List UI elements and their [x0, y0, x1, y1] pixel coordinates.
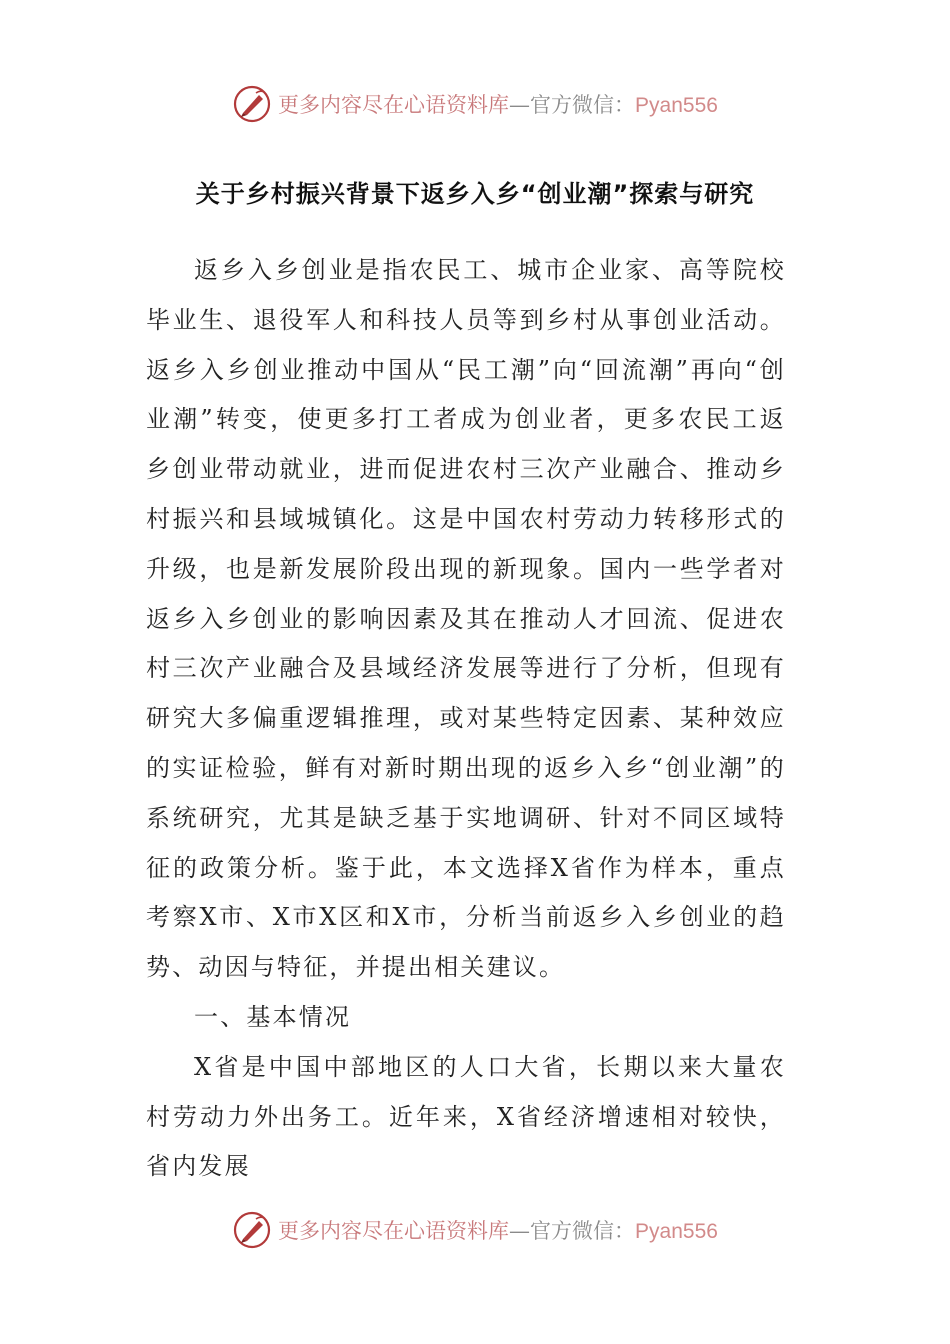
section-heading-basic-situation: 一、基本情况	[194, 1002, 352, 1031]
watermark-banner-bottom	[0, 1208, 950, 1252]
document-body	[146, 246, 786, 1192]
watermark-dash: —	[509, 93, 531, 117]
paragraph-intro: 返乡入乡创业是指农民工、城市企业家、高等院校毕业生、退役军人和科技人员等到乡村从事创业活动。返乡入乡创业推动中国从“民工潮”向“回流潮”再向“创业潮”转变，使更多打工者成为创业者，更多农民工返乡创业带动就业，进而促进农村三次产业融合、推动乡村振兴和县域城镇化。这是中国农村劳动力转移形式的升级，也是新发展阶段出现的新现象。国内一些学者对返乡入乡创业的影响因素及其在推动人才回流、促进农村三次产业融合及县域经济发展等进行了分析，但现有研究大多偏重逻辑推理，或对某些特定因素、某种效应的实证检验，鲜有对新时期出现的返乡入乡“创业潮”的系统研究，尤其是缺乏基于实地调研、针对不同区域特征的政策分析。鉴于此，本文选择X省作为样本，重点考察X市、X市X区和X市，分析当前返乡入乡创业的趋势、动因与特征，并提出相关建议。	[146, 256, 786, 982]
watermark-prefix: 更多内容尽在心语资料库	[278, 93, 510, 117]
pen-logo-icon	[232, 84, 272, 124]
watermark-dash: —	[509, 1219, 531, 1243]
watermark-wechat-label: 官方微信：	[530, 93, 636, 117]
document-title: 关于乡村振兴背景下返乡入乡“创业潮”探索与研究	[195, 180, 755, 208]
watermark-banner-top	[0, 82, 950, 126]
watermark-text	[278, 89, 718, 119]
paragraph-section-one: X省是中国中部地区的人口大省，长期以来大量农村劳动力外出务工。近年来，X省经济增速相对较快，省内发展	[146, 1052, 786, 1181]
watermark-prefix: 更多内容尽在心语资料库	[278, 1219, 510, 1243]
watermark-wechat-id: Pyan556	[635, 94, 718, 117]
pen-logo-icon	[232, 1210, 272, 1250]
watermark-text	[278, 1215, 718, 1245]
watermark-wechat-id: Pyan556	[635, 1220, 718, 1243]
watermark-wechat-label: 官方微信：	[530, 1219, 636, 1243]
